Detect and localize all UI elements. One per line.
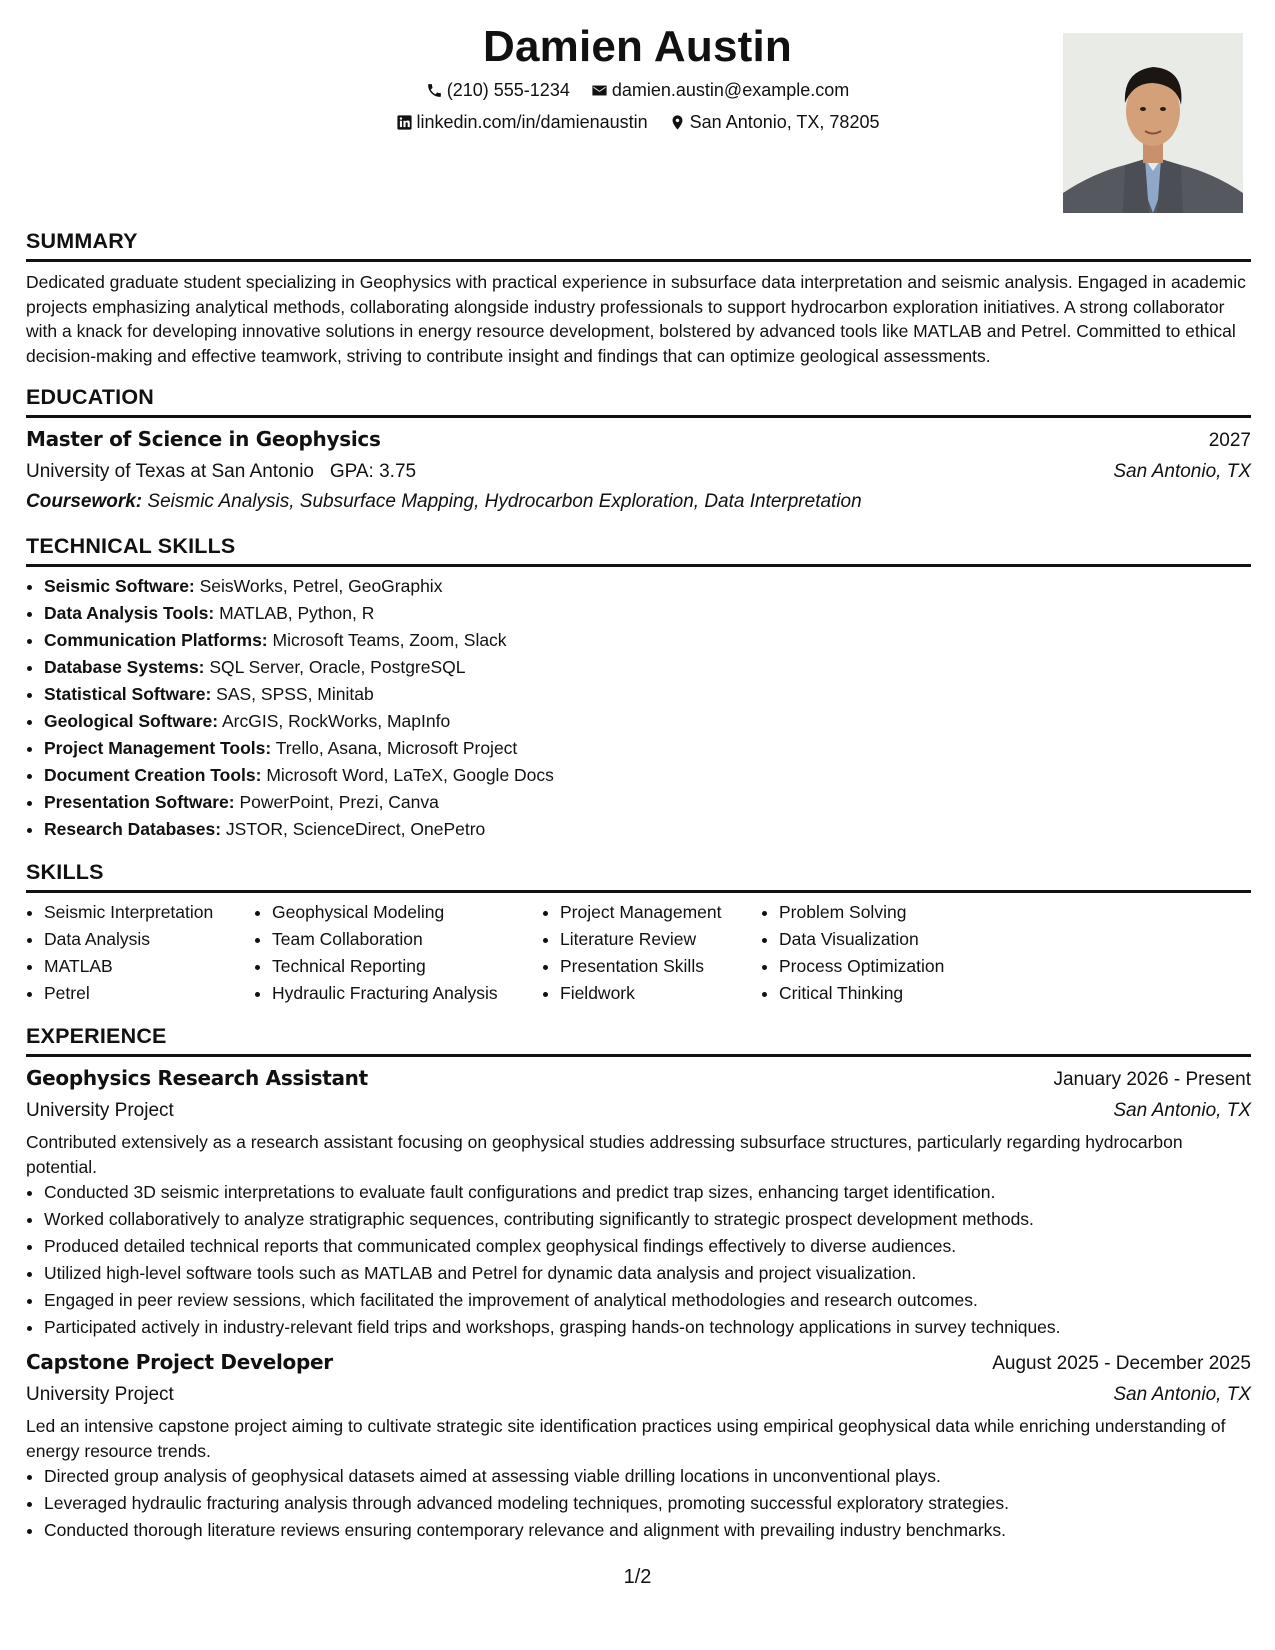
envelope-icon: [591, 82, 608, 99]
skills-section: [26, 855, 1251, 1007]
section-title-education: EDUCATION: [26, 380, 1251, 418]
map-pin-icon: [669, 114, 686, 131]
job-summary: Led an intensive capstone project aiming to cultivate strategic site identification practices using empirical geophysical data while enriching understanding of energy resource trends.: [26, 1416, 1226, 1461]
linkedin-icon: [396, 114, 413, 131]
technical-skill-item: [44, 681, 1251, 708]
job-bullet: • Directed group analysis of geophysical datasets aimed at assessing viable drilling locations in unconventional plays.: [44, 1463, 1251, 1490]
skill-item: • Process Optimization: [779, 953, 1001, 980]
job-dates: January 2026 - Present: [1053, 1069, 1251, 1090]
phone-contact: [426, 80, 570, 101]
technical-skill-item: [44, 762, 1251, 789]
technical-skill-item: [44, 789, 1251, 816]
skill-item: • Problem Solving: [779, 899, 1001, 926]
skill-item: • Data Analysis: [44, 926, 254, 953]
technical-skill-value: Trello, Asana, Microsoft Project: [275, 738, 518, 758]
linkedin-url[interactable]: linkedin.com/in/damienaustin: [416, 112, 648, 132]
skill-item: • Seismic Interpretation: [44, 899, 254, 926]
job-organization: University Project: [26, 1384, 174, 1405]
job-bullet: • Leveraged hydraulic fracturing analysis through advanced modeling techniques, promoting successful exploratory strategies.: [44, 1490, 1251, 1517]
skill-item: • Presentation Skills: [560, 953, 761, 980]
summary-text: Dedicated graduate student specializing in Geophysics with practical experience in subsurface data interpretation and seismic analysis. Engaged in academic projects emphasizing analytical methods, collaborating alongside industry professionals to support hydrocarbon exploration initiatives. A strong collaborator with a knack for developing innovative solutions in energy resource development, bolstered by advanced tools like MATLAB and Petrel. Committed to ethical decision-making and effective teamwork, striving to contribute insight and findings that can optimize geological assessments.: [26, 272, 1246, 366]
education-section: [26, 380, 1251, 517]
technical-skill-item: [44, 816, 1251, 843]
technical-skills-section: [26, 529, 1251, 843]
skill-item: • Critical Thinking: [779, 980, 1001, 1007]
skill-item: • Technical Reporting: [272, 953, 542, 980]
technical-skill-label: Database Systems:: [44, 657, 205, 677]
job-bullet: • Conducted thorough literature reviews ensuring contemporary relevance and alignment with prevailing industry benchmarks.: [44, 1517, 1251, 1544]
section-title-skills: SKILLS: [26, 855, 1251, 893]
technical-skill-value: Microsoft Teams, Zoom, Slack: [272, 630, 507, 650]
technical-skill-item: [44, 735, 1251, 762]
technical-skill-label: Seismic Software:: [44, 576, 195, 596]
technical-skill-value: SAS, SPSS, Minitab: [216, 684, 374, 704]
technical-skill-item: [44, 654, 1251, 681]
resume-body: [26, 224, 1251, 1556]
technical-skill-value: SeisWorks, Petrel, GeoGraphix: [199, 576, 443, 596]
skill-item: • Hydraulic Fracturing Analysis: [272, 980, 542, 1007]
technical-skill-value: SQL Server, Oracle, PostgreSQL: [209, 657, 466, 677]
technical-skill-label: Research Databases:: [44, 819, 222, 839]
technical-skill-item: [44, 708, 1251, 735]
resume-header: [0, 0, 1275, 230]
coursework-label: Coursework:: [26, 491, 143, 512]
experience-item: [26, 1347, 1251, 1544]
technical-skill-label: Communication Platforms:: [44, 630, 268, 650]
experience-title-row: [26, 1063, 1251, 1095]
job-bullet: • Produced detailed technical reports that communicated complex geophysical findings effectively to diverse audiences.: [44, 1233, 1251, 1260]
technical-skill-label: Data Analysis Tools:: [44, 603, 215, 623]
coursework: [26, 487, 1251, 517]
coursework-list: Seismic Analysis, Subsurface Mapping, Hydrocarbon Exploration, Data Interpretation: [147, 491, 862, 512]
technical-skill-label: Project Management Tools:: [44, 738, 272, 758]
skill-item: • Team Collaboration: [272, 926, 542, 953]
technical-skill-label: Geological Software:: [44, 711, 219, 731]
candidate-name: Damien Austin: [482, 22, 792, 71]
skills-column: [26, 899, 254, 1007]
skills-column: [254, 899, 542, 1007]
linkedin-contact[interactable]: [396, 112, 648, 133]
job-bullet: • Conducted 3D seismic interpretations to evaluate fault configurations and predict trap sizes, enhancing target identification.: [44, 1179, 1251, 1206]
job-bullet: • Engaged in peer review sessions, which facilitated the improvement of analytical methodologies and research outcomes.: [44, 1287, 1251, 1314]
skills-grid: [26, 899, 1251, 1007]
technical-skill-item: [44, 573, 1251, 600]
degree-title: Master of Science in Geophysics: [26, 427, 381, 451]
skill-item: • Data Visualization: [779, 926, 1001, 953]
job-title: Capstone Project Developer: [26, 1350, 333, 1374]
job-location: San Antonio, TX: [1113, 1384, 1251, 1405]
profile-photo: [1063, 33, 1243, 213]
technical-skills-list: [26, 573, 1251, 843]
technical-skill-item: [44, 600, 1251, 627]
skill-item: • Project Management: [560, 899, 761, 926]
job-title: Geophysics Research Assistant: [26, 1066, 368, 1090]
experience-org-row: [26, 1095, 1251, 1126]
school-location: San Antonio, TX: [1113, 461, 1251, 482]
job-dates: August 2025 - December 2025: [992, 1353, 1251, 1374]
section-title-summary: SUMMARY: [26, 224, 1251, 262]
job-location: San Antonio, TX: [1113, 1100, 1251, 1121]
education-school-row: [26, 456, 1251, 487]
job-bullet: • Utilized high-level software tools such as MATLAB and Petrel for dynamic data analysis and project visualization.: [44, 1260, 1251, 1287]
education-degree-row: [26, 424, 1251, 456]
technical-skill-label: Document Creation Tools:: [44, 765, 262, 785]
page-number: 1/2: [623, 1566, 652, 1588]
experience-org-row: [26, 1379, 1251, 1410]
summary-section: [26, 224, 1251, 368]
technical-skill-value: Microsoft Word, LaTeX, Google Docs: [266, 765, 554, 785]
skills-column: [761, 899, 1001, 1007]
skill-item: • Geophysical Modeling: [272, 899, 542, 926]
phone-icon: [426, 82, 443, 99]
section-title-technical-skills: TECHNICAL SKILLS: [26, 529, 1251, 567]
gpa: GPA: 3.75: [329, 461, 417, 482]
location-contact: [669, 112, 880, 133]
technical-skill-value: JSTOR, ScienceDirect, OnePetro: [225, 819, 486, 839]
technical-skill-label: Presentation Software:: [44, 792, 235, 812]
graduation-year: 2027: [1208, 430, 1251, 451]
experience-title-row: [26, 1347, 1251, 1379]
technical-skill-label: Statistical Software:: [44, 684, 212, 704]
school-gpa: [26, 456, 416, 487]
technical-skill-value: PowerPoint, Prezi, Canva: [239, 792, 439, 812]
skill-item: • Petrel: [44, 980, 254, 1007]
skill-item: • Fieldwork: [560, 980, 761, 1007]
experience-section: [26, 1019, 1251, 1544]
technical-skill-item: [44, 627, 1251, 654]
job-bullets: [26, 1179, 1251, 1341]
experience-item: [26, 1063, 1251, 1341]
experience-list: [26, 1063, 1251, 1544]
location-text: San Antonio, TX, 78205: [689, 112, 880, 132]
job-bullet: • Worked collaboratively to analyze stratigraphic sequences, contributing significantly to strategic prospect development methods.: [44, 1206, 1251, 1233]
section-title-experience: EXPERIENCE: [26, 1019, 1251, 1057]
technical-skill-value: ArcGIS, RockWorks, MapInfo: [221, 711, 451, 731]
job-summary: Contributed extensively as a research assistant focusing on geophysical studies addressing subsurface structures, particularly regarding hydrocarbon potential.: [26, 1132, 1183, 1177]
job-organization: University Project: [26, 1100, 174, 1121]
school-name: University of Texas at San Antonio: [26, 461, 314, 482]
email-address[interactable]: damien.austin@example.com: [611, 80, 850, 100]
job-bullet: • Participated actively in industry-relevant field trips and workshops, grasping hands-on technology applications in survey techniques.: [44, 1314, 1251, 1341]
job-bullets: [26, 1463, 1251, 1544]
skills-column: [542, 899, 761, 1007]
phone-number: (210) 555-1234: [446, 80, 570, 100]
technical-skill-value: MATLAB, Python, R: [219, 603, 375, 623]
skill-item: • MATLAB: [44, 953, 254, 980]
skill-item: • Literature Review: [560, 926, 761, 953]
email-contact[interactable]: [591, 80, 849, 101]
